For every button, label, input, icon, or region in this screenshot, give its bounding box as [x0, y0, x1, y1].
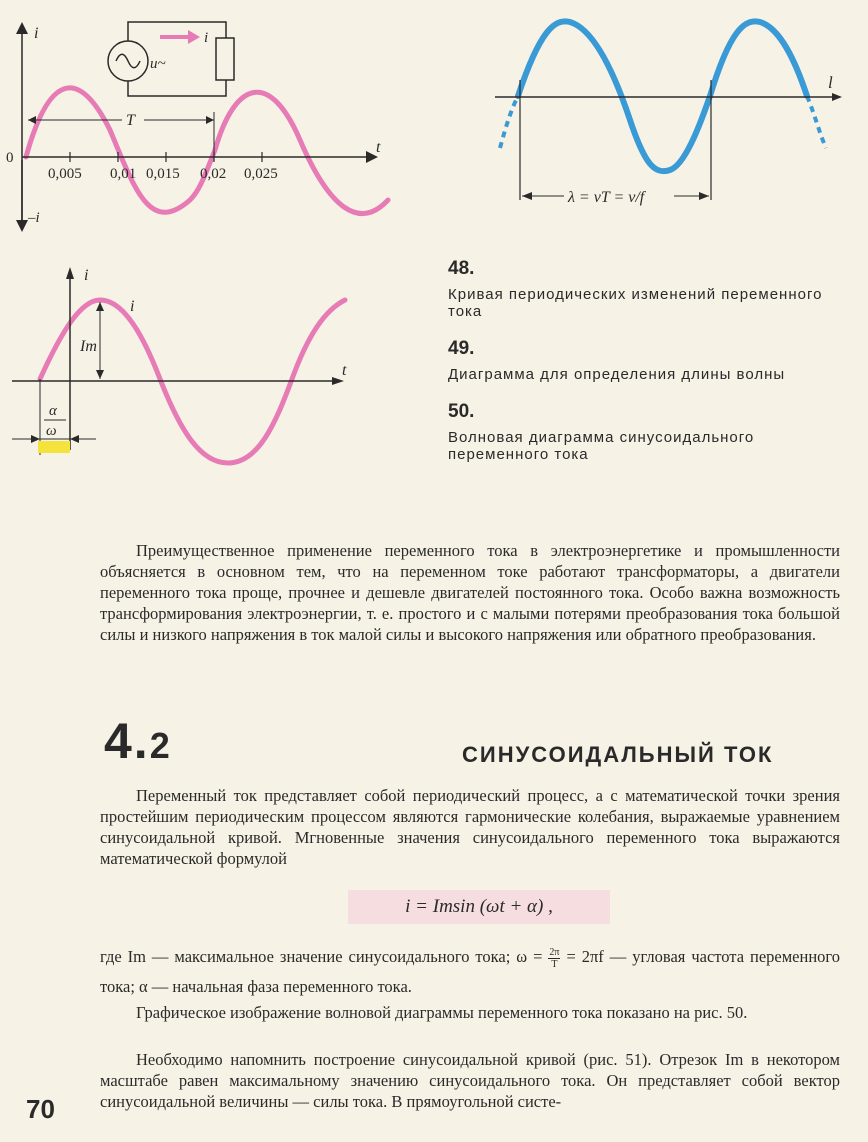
- fig50-curve-label: i: [130, 298, 135, 315]
- captions: [448, 258, 843, 463]
- body-paragraph-3: Графическое изображение волновой диаграммы переменного тока показано на рис. 50.: [136, 1003, 748, 1022]
- fig48-tick-label: 0,005: [48, 166, 82, 182]
- fig49-wave: [518, 21, 807, 171]
- fig48-period-label: T: [126, 112, 135, 129]
- fig48-axis-i: i: [34, 25, 39, 42]
- figure-49: [480, 0, 868, 240]
- fig48-axis-t: t: [376, 139, 381, 156]
- fig48-circuit: [108, 22, 234, 96]
- fig50-axis-i: i: [84, 267, 89, 284]
- fig48-zero: 0: [6, 150, 14, 166]
- fig50-axis-t: t: [342, 362, 347, 379]
- section-title: СИНУСОИДАЛЬНЫЙ ТОК: [462, 742, 774, 767]
- caption-number: 49.: [448, 338, 475, 359]
- page-number: 70: [26, 1094, 55, 1124]
- body-paragraph-1: Преимущественное применение переменного тока в электроэнергетике и промышленности объясняется в основном тем, что на переменном токе работают трансформаторы, а двигатели переменного тока проще, прочнее и дешевле двигателей постоянного тока. Особо важна возможность трансформирования электроэнергии, т. е. простого и с малыми потерями преобразования тока большой силы и низкого напряжения в ток малой силы и высокого напряжения или обратного преобразования.: [100, 541, 840, 644]
- fig49-formula: λ = νT = ν/f: [568, 189, 645, 206]
- definition-paragraph: где Im — максимальное значение синусоидального тока; ω = $\frac{2\pi}{T}$ = 2πf — угловая частота переменного тока; α — начальная фаза переменного тока.: [100, 946, 841, 996]
- fig50-amplitude-label: Im: [80, 338, 97, 355]
- fig50-phase-highlight: [38, 441, 70, 453]
- caption-50: [448, 401, 843, 463]
- body-paragraph-2: Переменный ток представляет собой периодический процесс, а с математической точки зрения простейшим периодическим процессом являются гармонические колебания, выражаемые уравнением синусоидальной кривой. Мгновенные значения синусоидального переменного тока выражаются математической формулой: [100, 786, 840, 868]
- fig48-axis-neg-i: –i: [28, 210, 40, 226]
- formula: i = Imsin (ωt + α) ,: [348, 890, 610, 924]
- fig50-phase-den: ω: [46, 423, 57, 439]
- caption-49: [448, 338, 843, 383]
- figure-50: [0, 255, 380, 485]
- body-paragraph-4: Необходимо напомнить построение синусоидальной кривой (рис. 51). Отрезок Im в некотором масштабе равен максимальному значению синусоидального тока. Он представляет собой вектор синусоидальной величины — силы тока. В прямоугольной систе-: [100, 1050, 840, 1111]
- fig48-source-label: u~: [150, 56, 166, 72]
- fig48-current-label: i: [204, 30, 209, 46]
- caption-text: Диаграмма для определения длины волны: [448, 366, 786, 383]
- fig50-phase-num: α: [49, 403, 57, 419]
- figure-48: [0, 0, 400, 240]
- fig48-tick-label: 0,025: [244, 166, 278, 182]
- section-number: 4.2: [104, 713, 172, 769]
- caption-text: Кривая периодических изменений переменного тока: [448, 286, 823, 320]
- fig48-tick-label: 0,01: [110, 166, 137, 182]
- fig49-axis-l: l: [828, 73, 833, 92]
- caption-number: 50.: [448, 401, 475, 422]
- fig48-tick-label: 0,015: [146, 166, 180, 182]
- fig48-current-arrow: [160, 30, 200, 44]
- fig49-wave-dash-left: [500, 96, 518, 148]
- fig48-tick-label: 0,02: [200, 166, 227, 182]
- caption-number: 48.: [448, 258, 475, 279]
- fig49-wave-dash-right: [807, 96, 826, 148]
- caption-48: [448, 258, 843, 320]
- omega-fraction: $\frac{2\pi}{T}$: [549, 946, 560, 970]
- caption-text: Волновая диаграмма синусоидального переменного тока: [448, 429, 755, 463]
- fig48-sine-curve: [26, 88, 388, 214]
